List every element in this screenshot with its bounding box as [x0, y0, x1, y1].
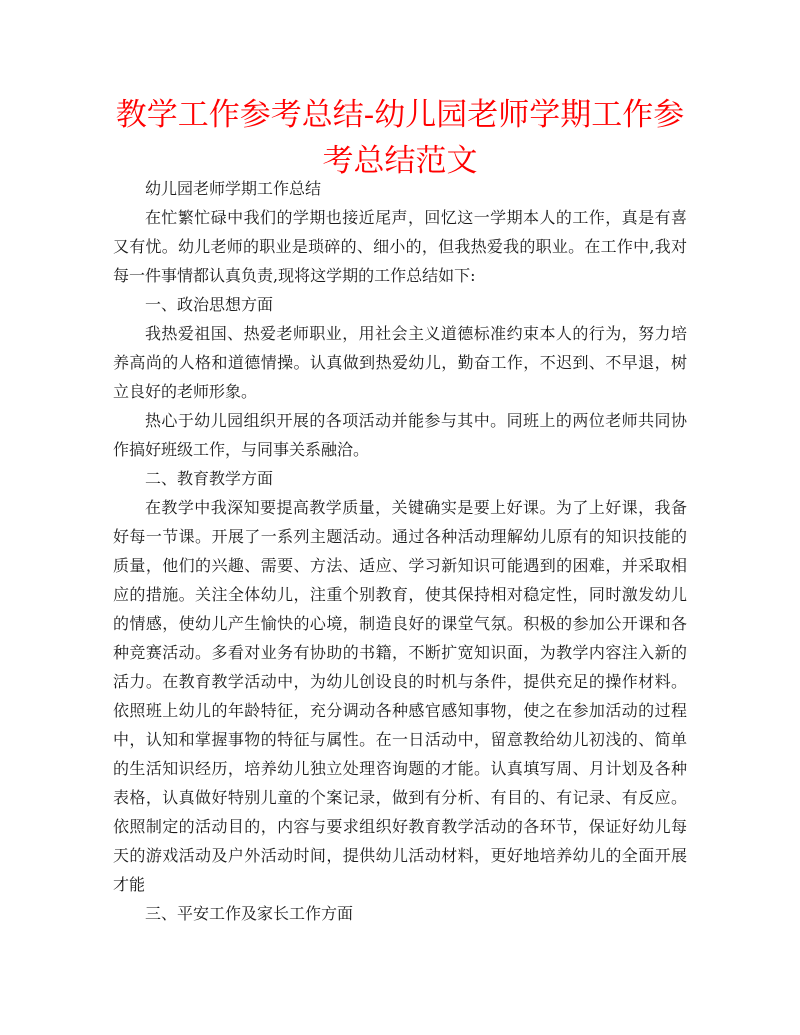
section-heading-teaching: 二、教育教学方面 — [145, 469, 274, 488]
activities-paragraph: 热心于幼儿园组织开展的各项活动并能参与其中。同班上的两位老师共同协作搞好班级工作，与同事关系融洽。 — [113, 411, 687, 459]
document-title: 教学工作参考总结-幼儿园老师学期工作参考总结范文 — [115, 97, 685, 179]
section-heading-politics: 一、政治思想方面 — [145, 295, 274, 314]
document-body — [113, 174, 687, 928]
teaching-paragraph: 在教学中我深知要提高教学质量，关键确实是要上好课。为了上好课，我备好每一节课。开展了一系列主题活动。通过各种活动理解幼儿原有的知识技能的质量，他们的兴趣、需要、方法、适应、学习新知识可能遇到的困难，并采取相应的措施。关注全体幼儿，注重个别教育，使其保持相对稳定性，同时激发幼儿的情感，使幼儿产生愉快的心境，制造良好的课堂气氛。积极的参加公开课和各种竞赛活动。多看对业务有协助的书籍，不断扩宽知识面，为教学内容注入新的活力。在教育教学活动中，为幼儿创设良的时机与条件，提供充足的操作材料。依照班上幼儿的年龄特征，充分调动各种感官感知事物，使之在参加活动的过程中，认知和掌握事物的特征与属性。在一日活动中，留意教给幼儿初浅的、简单的生活知识经历，培养幼儿独立处理咨询题的才能。认真填写周、月计划及各种表格，认真做好特别儿童的个案记录，做到有分析、有目的、有记录、有反应。依照制定的活动目的，内容与要求组织好教育教学活动的各环节，保证好幼儿每天的游戏活动及户外活动时间，提供幼儿活动材料，更好地培养幼儿的全面开展才能 — [113, 498, 687, 894]
politics-paragraph: 我热爱祖国、热爱老师职业，用社会主义道德标准约束本人的行为，努力培养高尚的人格和道德情操。认真做到热爱幼儿，勤奋工作，不迟到、不早退，树立良好的老师形象。 — [113, 324, 687, 401]
section-heading-safety: 三、平安工作及家长工作方面 — [145, 904, 354, 923]
intro-paragraph: 在忙繁忙碌中我们的学期也接近尾声，回忆这一学期本人的工作，真是有喜又有忧。幼儿老师的职业是琐碎的、细小的，但我热爱我的职业。在工作中,我对每一件事情都认真负责,现将这学期的工作总结如下: — [113, 208, 687, 285]
subtitle-paragraph: 幼儿园老师学期工作总结 — [145, 179, 322, 198]
